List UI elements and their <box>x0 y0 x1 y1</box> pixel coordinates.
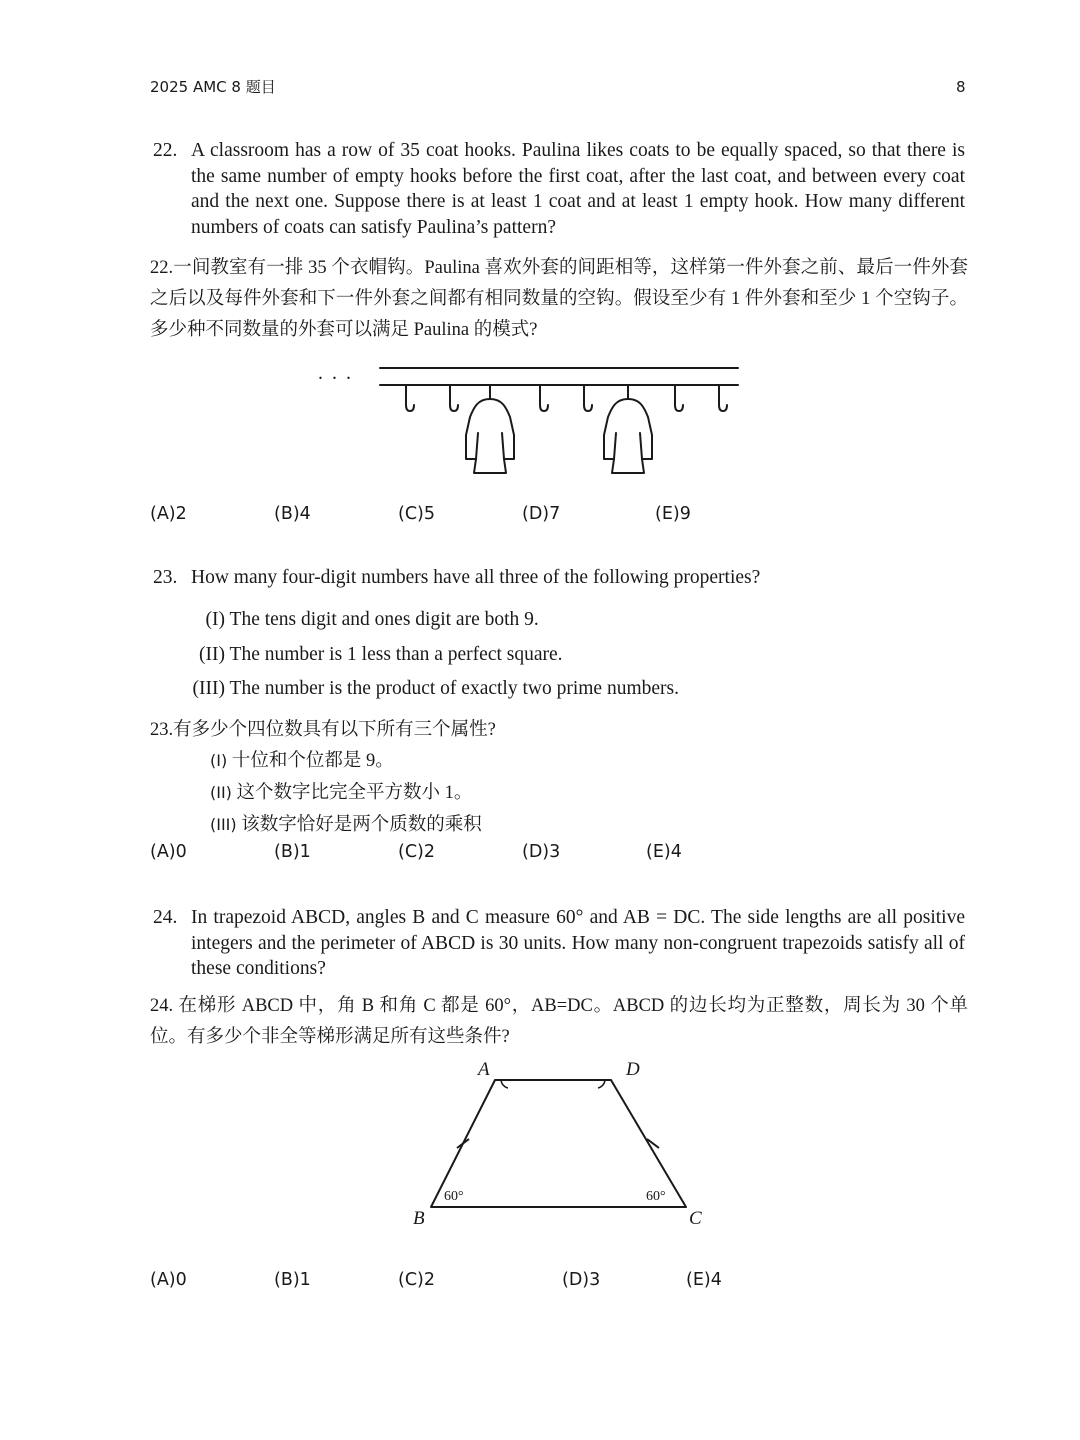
trapezoid-abcd <box>431 1080 686 1207</box>
q23-choice-b[interactable]: (B)1 <box>274 842 311 862</box>
q24-english <box>150 905 965 982</box>
q23-property-en-1 <box>175 609 539 631</box>
q23-property-en-2 <box>175 644 563 666</box>
coat-hook-4 <box>584 385 592 411</box>
q23-property-zh-1 <box>210 746 394 772</box>
property-text: The number is the product of exactly two prime numbers. <box>229 678 679 699</box>
coat-hooks-figure <box>370 355 750 490</box>
q22-choice-c[interactable]: (C)5 <box>398 504 436 524</box>
coat-1 <box>466 385 514 473</box>
q24-choice-a[interactable]: (A)0 <box>150 1270 187 1290</box>
q23-property-zh-3 <box>210 810 482 836</box>
q24-choice-d[interactable]: (D)3 <box>562 1270 601 1290</box>
coat-hook-6 <box>719 385 727 411</box>
property-text: 十位和个位都是 9。 <box>231 751 394 771</box>
page-number: 8 <box>956 78 966 96</box>
q22-number: 22. <box>153 140 178 161</box>
vertex-label-c: C <box>689 1208 702 1229</box>
property-label: (III) <box>192 678 225 699</box>
vertex-label-d: D <box>626 1059 640 1080</box>
coat-hook-1 <box>406 385 414 411</box>
vertex-label-a: A <box>478 1059 490 1080</box>
q23-choice-e[interactable]: (E)4 <box>646 842 682 862</box>
angle-label-b: 60° <box>444 1189 464 1204</box>
q23-english-text: How many four-digit numbers have all three of the following properties? <box>191 567 761 588</box>
q22-english <box>150 138 965 240</box>
q22-choice-e[interactable]: (E)9 <box>655 504 691 524</box>
property-text: 该数字恰好是两个质数的乘积 <box>241 815 482 835</box>
property-label: (III) <box>210 815 237 834</box>
property-label: (II) <box>199 644 225 665</box>
q24-choice-c[interactable]: (C)2 <box>398 1270 436 1290</box>
q23-choice-c[interactable]: (C)2 <box>398 842 436 862</box>
coat-hook-2 <box>450 385 458 411</box>
q22-choice-a[interactable]: (A)2 <box>150 504 187 524</box>
property-text: The tens digit and ones digit are both 9. <box>229 609 539 630</box>
q23-property-zh-2 <box>210 778 472 804</box>
q23-choice-d[interactable]: (D)3 <box>522 842 561 862</box>
coat-hook-3 <box>540 385 548 411</box>
vertex-label-b: B <box>413 1208 425 1229</box>
q22-choice-d[interactable]: (D)7 <box>522 504 561 524</box>
property-text: The number is 1 less than a perfect square. <box>229 644 563 665</box>
q23-property-en-3 <box>175 678 679 700</box>
q22-figure-ellipsis: . . . <box>318 362 353 384</box>
q23-english <box>150 565 965 591</box>
coat-hook-5 <box>675 385 683 411</box>
q24-english-text: In trapezoid ABCD, angles B and C measure 60° and AB = DC. The side lengths are all positive integers and the perimeter of ABCD is 30 units. How many non-congruent trapezoids satisfy all of these conditions? <box>191 907 965 979</box>
q24-number: 24. <box>153 907 178 928</box>
coat-2 <box>604 385 652 473</box>
property-text: 这个数字比完全平方数小 1。 <box>236 783 473 803</box>
q22-chinese-text: 22.一间教室有一排 35 个衣帽钩。Paulina 喜欢外套的间距相等，这样第一件外套之前、最后一件外套之后以及每件外套和下一件外套之间都有相同数量的空钩。假设至少有 1 件外套和至少 1 个空钩子。多少种不同数量的外套可以满足 Paulina 的模式? <box>150 258 968 340</box>
q24-choice-b[interactable]: (B)1 <box>274 1270 311 1290</box>
q22-english-text: A classroom has a row of 35 coat hooks. Paulina likes coats to be equally spaced, so that there is the same number of empty hooks before the first coat, after the last coat, and between every coat and the next one. Suppose there is at least 1 coat and at least 1 empty hook. How many different numbers of coats can satisfy Paulina’s pattern? <box>191 140 965 238</box>
angle-arc-d <box>598 1080 605 1088</box>
property-label: (I) <box>205 609 225 630</box>
q23-choice-a[interactable]: (A)0 <box>150 842 187 862</box>
q24-choice-e[interactable]: (E)4 <box>686 1270 722 1290</box>
q23-chinese-text: 23.有多少个四位数具有以下所有三个属性? <box>150 720 496 740</box>
angle-label-c: 60° <box>646 1189 666 1204</box>
trapezoid-figure <box>400 1055 720 1235</box>
q24-chinese-text: 24. 在梯形 ABCD 中，角 B 和角 C 都是 60°，AB=DC。ABCD 的边长均为正整数，周长为 30 个单位。有多少个非全等梯形满足所有这些条件? <box>150 996 968 1047</box>
tick-mark-ab <box>457 1139 469 1148</box>
q23-number: 23. <box>153 567 178 588</box>
angle-arc-a <box>501 1080 508 1088</box>
property-label: (I) <box>210 751 228 770</box>
q22-choice-b[interactable]: (B)4 <box>274 504 311 524</box>
property-label: (II) <box>210 783 232 802</box>
page-header-title: 2025 AMC 8 题目 <box>150 78 276 96</box>
